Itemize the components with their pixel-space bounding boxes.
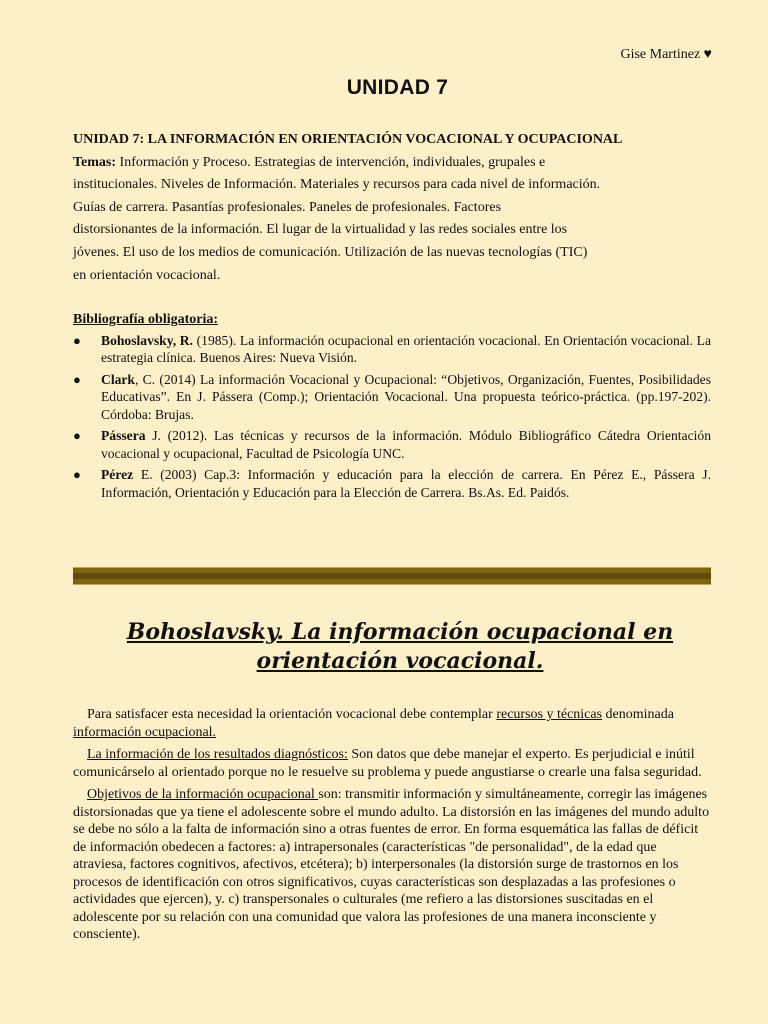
bullet-icon: ● (73, 371, 81, 387)
bibliography-item: ● Clark, C. (2014) La información Vocacional y Ocupacional: “Objetivos, Organización, Fuentes, Posibilidades Educativas”. En J. Pássera (Comp.); Orientación Vocacional. Una propuesta teórico-práctica. (pp.197-202). Córdoba: Brujas. (73, 371, 711, 422)
topics-paragraph (73, 152, 711, 288)
topics-line: institucionales. Niveles de Información. Materiales y recursos para cada nivel de información. (73, 177, 601, 193)
bibliography-heading: Bibliografía obligatoria: (73, 312, 219, 328)
topics-line: Temas: Información y Proceso. Estrategias de intervención, individuales, grupales e (73, 154, 546, 170)
topics-line: jóvenes. El uso de los medios de comunicación. Utilización de las nuevas tecnologías (TIC) (73, 244, 588, 260)
bullet-icon: ● (73, 467, 81, 483)
section-title: UNIDAD 7: LA INFORMACIÓN EN ORIENTACIÓN VOCACIONAL Y OCUPACIONAL (73, 132, 623, 147)
unit-content (73, 129, 711, 505)
bullet-icon: ● (73, 332, 81, 348)
paragraph: La información de los resultados diagnósticos: Son datos que debe manejar el experto. Es perjudicial e inútil comunicárselo al orientado porque no le resuelve su problema y puede angustiarse o crearle una falsa seguridad. (73, 747, 702, 780)
paragraph: Para satisfacer esta necesidad la orientación vocacional debe contemplar recursos y técnicas denominada información ocupacional. (73, 707, 674, 740)
bibliography-item: ● Pássera J. (2012). Las técnicas y recursos de la información. Módulo Bibliográfico Cátedra Orientación vocacional y ocupacional, Facultad de Psicología UNC. (73, 428, 711, 461)
body-text (73, 706, 711, 949)
topics-label: Temas: (73, 154, 117, 170)
topics-line: Guías de carrera. Pasantías profesionales. Paneles de profesionales. Factores (73, 199, 502, 215)
bullet-icon: ● (73, 428, 81, 444)
underlined-term: Objetivos de la información ocupacional (87, 787, 319, 802)
underlined-term: información ocupacional. (73, 724, 217, 740)
chapter-title: Bohoslavsky. La información ocupacional en orientación vocacional. (126, 619, 674, 674)
section-divider (73, 567, 711, 585)
unit-heading: UNIDAD 7 (346, 76, 449, 99)
bibliography-item: ● Pérez E. (2003) Cap.3: Información y educación para la elección de carrera. En Pérez E., Pássera J. Información, Orientación y Educación para la Elección de Carrera. Bs.As. Ed. Paidós. (73, 467, 711, 500)
paragraph: Objetivos de la información ocupacional son: transmitir información y simultáneamente, corregir las imágenes distorsionadas que ya tiene el adolescente sobre el mundo adulto. La distorsión en las imágenes del mundo adulto se debe no sólo a la falta de información sino a otras fuentes de error. En forma esquemática las fallas de déficit de información obedecen a factores: a) intrapersonales (características "de personalidad", de la edad que atraviesa, factores cognitivos, afectivos, etcétera); b) interpersonales (la distorsión surge de trastornos en los procesos de identificación con otros significativos, cuyas características son desplazadas a las profesiones o actividades que ejercen), y. c) transpersonales o culturales (me refiero a las distorsiones suscitadas en el adolescente por su relación con una comunidad que valora las profesiones de una manera inconsciente y consciente). (73, 787, 710, 942)
underlined-term: La información de los resultados diagnósticos: (87, 747, 348, 762)
underlined-term: recursos y técnicas (496, 707, 603, 722)
topics-line: distorsionantes de la información. El lugar de la virtualidad y las redes sociales entre los (73, 222, 568, 238)
bibliography-item: ● Bohoslavsky, R. (1985). La información ocupacional en orientación vocacional. En Orientación vocacional. La estrategia clínica. Buenos Aires: Nueva Visión. (73, 332, 712, 366)
author-name: Gise Martinez ♥ (620, 47, 712, 62)
bibliography-list (73, 332, 711, 502)
topics-line: en orientación vocacional. (73, 267, 221, 283)
